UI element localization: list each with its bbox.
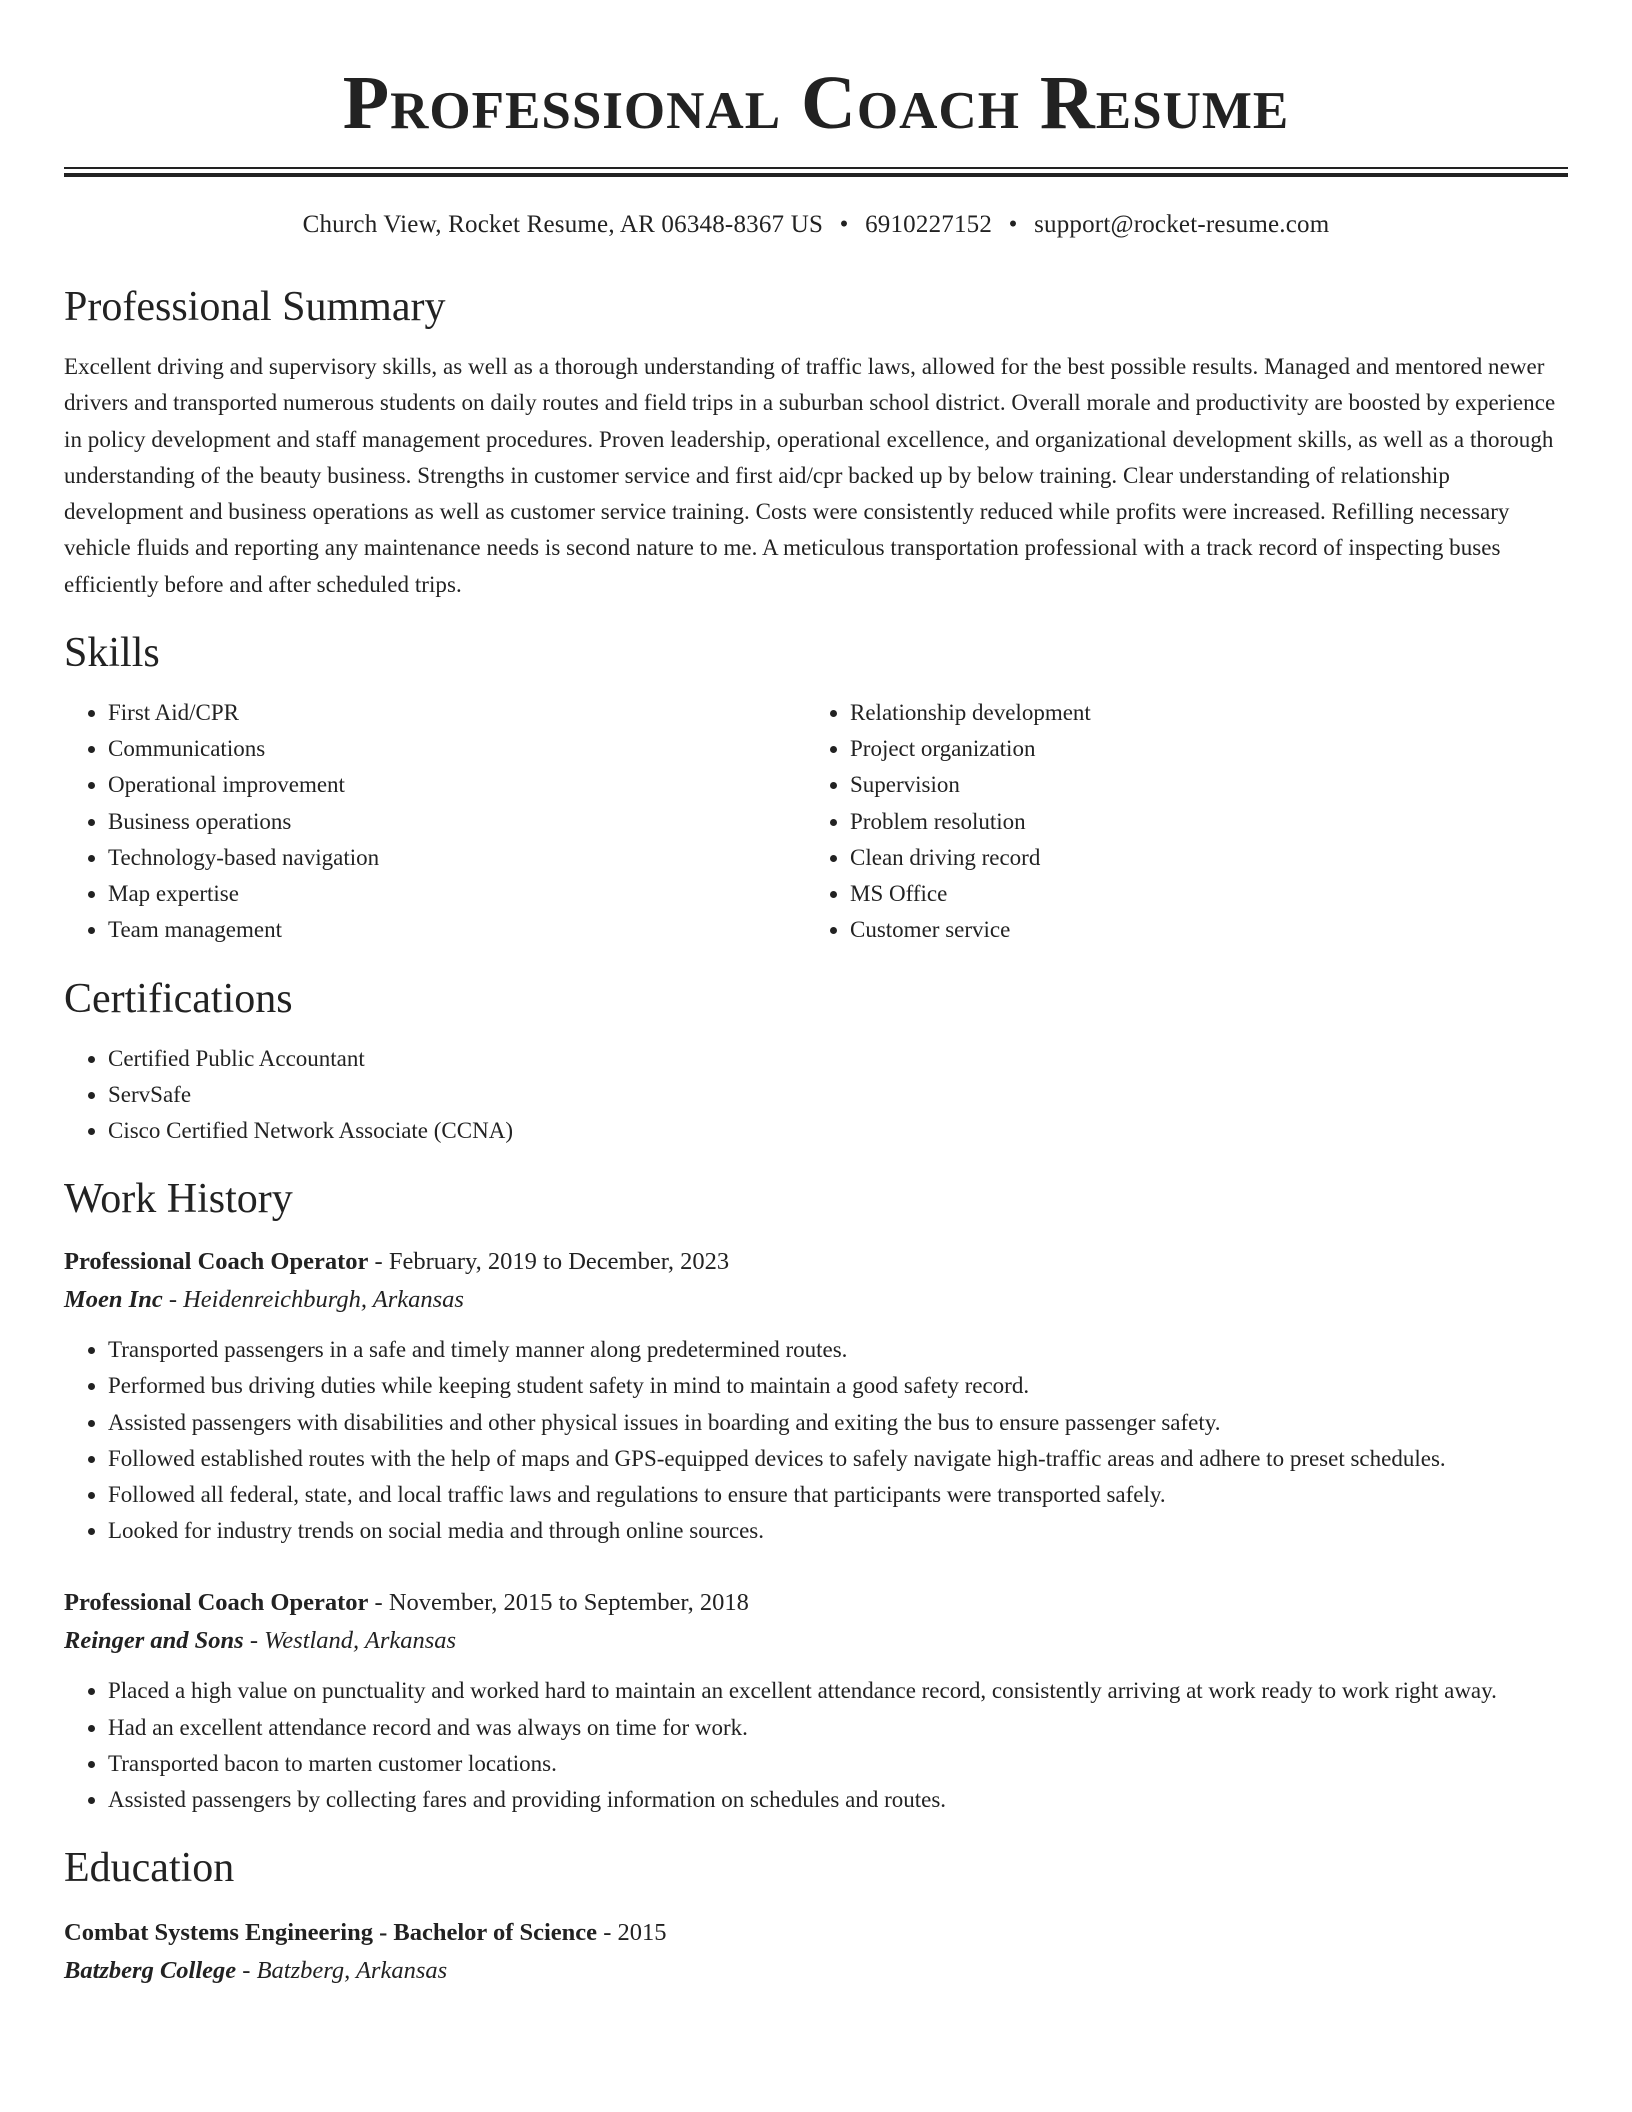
skill-item: • Business operations [108,804,806,840]
job-company: Reinger and Sons [64,1627,244,1655]
education-degree: Combat Systems Engineering - Bachelor of Science [64,1919,598,1947]
education-school: Batzberg College [64,1957,237,1985]
skills-column-right [806,695,1568,948]
job-company: Moen Inc [64,1286,163,1314]
job-bullet: • Followed all federal, state, and local traffic laws and regulations to ensure that participants were transported safely. [108,1477,1568,1513]
skills-list [64,695,1568,948]
skills-heading: Skills [64,630,160,677]
job-bullet: • Followed established routes with the help of maps and GPS-equipped devices to safely navigate high-traffic areas and adhere to preset schedules. [108,1441,1568,1477]
resume-title: Professional Coach Resume [342,61,1290,145]
skill-item: • Communications [108,731,806,767]
job-dates: - November, 2015 to September, 2018 [368,1589,749,1617]
resume-page [64,0,1568,1990]
job-bullet: • Assisted passengers with disabilities and other physical issues in boarding and exiting the bus to ensure passenger safety. [108,1405,1568,1441]
work-history-heading: Work History [64,1176,293,1223]
job-title-line [64,1242,1568,1281]
contact-separator: • [1008,211,1018,238]
skills-column-left [64,695,806,948]
job-bullet: • Placed a high value on punctuality and worked hard to maintain an excellent attendance record, consistently arriving at work ready to work right away. [108,1673,1568,1709]
summary-heading: Professional Summary [64,284,446,330]
title-divider [64,167,1568,177]
job-bullet: • Looked for industry trends on social media and through online sources. [108,1513,1568,1549]
job-bullets [64,1332,1568,1549]
contact-address: Church View, Rocket Resume, AR 06348-8367 US [302,211,824,238]
skill-item: • Operational improvement [108,767,806,803]
job-location: - Heidenreichburgh, Arkansas [162,1286,464,1314]
skill-item: • Clean driving record [850,840,1568,876]
certification-item: • ServSafe [108,1077,1568,1113]
job-bullet: • Transported passengers in a safe and timely manner along predetermined routes. [108,1332,1568,1368]
education-location: - Batzberg, Arkansas [236,1957,448,1985]
job-bullet: • Transported bacon to marten customer locations. [108,1746,1568,1782]
job-bullet: • Assisted passengers by collecting fares and providing information on schedules and routes. [108,1782,1568,1818]
job-entry [64,1242,1568,1549]
job-bullets [64,1673,1568,1818]
job-bullet: • Had an excellent attendance record and was always on time for work. [108,1710,1568,1746]
skill-item: • First Aid/CPR [108,695,806,731]
certification-item: • Certified Public Accountant [108,1041,1568,1077]
education-degree-line [64,1913,1568,1952]
skill-item: • Map expertise [108,876,806,912]
certifications-list [64,1041,1568,1150]
education-entry [64,1913,1568,1990]
education-school-line [64,1952,1568,1990]
contact-line [64,210,1568,240]
job-title: Professional Coach Operator [64,1589,369,1617]
certifications-heading: Certifications [64,975,293,1022]
job-company-line [64,1622,1568,1660]
job-location: - Westland, Arkansas [243,1627,457,1655]
certification-item: • Cisco Certified Network Associate (CCNA) [108,1113,1568,1149]
job-bullet: • Performed bus driving duties while keeping student safety in mind to maintain a good safety record. [108,1368,1568,1404]
contact-email: support@rocket-resume.com [1034,211,1330,238]
job-company-line [64,1281,1568,1319]
education-year: - 2015 [597,1919,667,1947]
skill-item: • Customer service [850,912,1568,948]
job-title: Professional Coach Operator [64,1248,369,1276]
skill-item: • Supervision [850,767,1568,803]
skill-item: • Problem resolution [850,804,1568,840]
education-heading: Education [64,1845,235,1892]
skill-item: • MS Office [850,876,1568,912]
contact-separator: • [839,211,849,238]
job-entry [64,1583,1568,1818]
job-dates: - February, 2019 to December, 2023 [368,1248,730,1276]
skill-item: • Team management [108,912,806,948]
skill-item: • Project organization [850,731,1568,767]
contact-phone: 6910227152 [865,211,993,238]
summary-text: Excellent driving and supervisory skills, as well as a thorough understanding of traffic laws, allowed for the best possible results. Managed and mentored newer drivers and transported numerous students on daily routes and field trips in a suburban school district. Overall morale and productivity are boosted by experience in policy development and staff management procedures. Proven leadership, operational excellence, and organizational development skills, as well as a thorough understanding of the beauty business. Strengths in customer service and first aid/cpr backed up by below training. Clear understanding of relationship development and business operations as well as customer service training. Costs were consistently reduced while profits were increased. Refilling necessary vehicle fluids and reporting any maintenance needs is second nature to me. A meticulous transportation professional with a track record of inspecting buses efficiently before and after scheduled trips. [64,354,1556,597]
job-title-line [64,1583,1568,1622]
skill-item: • Relationship development [850,695,1568,731]
skill-item: • Technology-based navigation [108,840,806,876]
